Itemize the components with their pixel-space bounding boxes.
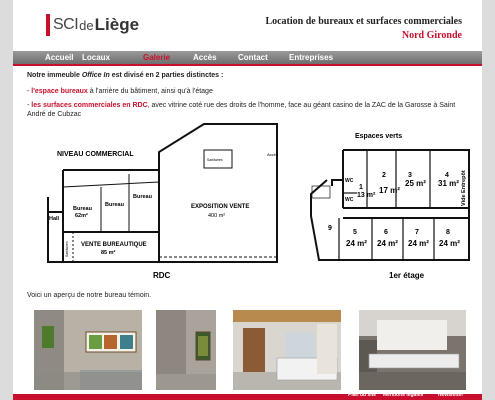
rdc-sanitaires-1: Sanitaires	[207, 158, 223, 162]
intro-text: Notre immeuble Office In est divisé en 2 parties distinctes :	[27, 72, 224, 79]
photo-2[interactable]	[156, 310, 216, 390]
logo-de: de	[79, 17, 94, 33]
header	[13, 0, 482, 48]
room-2-area: 17 m²	[379, 186, 400, 195]
etage-wc-1: WC	[345, 178, 354, 184]
rdc-expo-area: 400 m²	[208, 213, 226, 219]
etage-label: 1er étage	[389, 271, 425, 280]
tagline: Location de bureaux et surfaces commerciales	[265, 16, 462, 27]
rdc-bureau-a: Bureau	[73, 206, 92, 212]
rdc-expo: EXPOSITION VENTE	[191, 204, 250, 210]
rdc-hall: Hall	[49, 216, 60, 222]
nav-entreprises[interactable]: Entreprises	[289, 53, 334, 62]
logo[interactable]	[46, 14, 139, 36]
rdc-acces: Accès	[267, 152, 278, 157]
room-6-num: 6	[384, 229, 388, 236]
nav-acces[interactable]: Accès	[193, 53, 217, 62]
logo-mark	[46, 14, 50, 36]
nav-accueil[interactable]: Accueil	[45, 53, 74, 62]
etage-espaces-verts: Espaces verts	[355, 133, 403, 140]
room-4-area: 31 m²	[438, 179, 459, 188]
photo-1[interactable]	[34, 310, 142, 390]
room-8-area: 24 m²	[439, 239, 460, 248]
rdc-sanitaires-2: Sanitaires	[65, 241, 69, 257]
rdc-title: NIVEAU COMMERCIAL	[57, 151, 134, 158]
plan-rdc	[29, 122, 281, 282]
list-item-bureaux: - l'espace bureaux à l'arrière du bâtiment, ainsi qu'à l'étage	[27, 88, 213, 95]
room-7-area: 24 m²	[408, 239, 429, 248]
room-7-num: 7	[415, 229, 419, 236]
footer	[13, 394, 482, 400]
apercu-text: Voici un aperçu de notre bureau témoin.	[27, 292, 152, 299]
footer-newsletter[interactable]: Newsletter	[438, 392, 464, 398]
photo-1-image	[34, 310, 142, 390]
photo-3[interactable]	[233, 310, 341, 390]
room-1-area: 13 m²	[357, 192, 376, 199]
room-8-num: 8	[446, 229, 450, 236]
rdc-bureau-b: Bureau	[105, 202, 124, 208]
region: Nord Gironde	[401, 30, 462, 41]
room-1-num: 1	[359, 184, 363, 191]
room-5-area: 24 m²	[346, 239, 367, 248]
room-2-num: 2	[382, 172, 386, 179]
room-3-area: 25 m²	[405, 179, 426, 188]
nav-galerie[interactable]: Galerie	[143, 53, 171, 62]
building-name: Office In	[81, 72, 110, 79]
footer-mentions-legales[interactable]: Mentions légales	[383, 392, 424, 398]
room-6-area: 24 m²	[377, 239, 398, 248]
rdc-label: RDC	[153, 271, 171, 280]
room-4-num: 4	[445, 172, 449, 179]
nav-locaux[interactable]: Locaux	[82, 53, 111, 62]
etage-vide: Vide Entrepôt	[461, 170, 467, 206]
rdc-bureau-a-area: 62m²	[75, 213, 88, 219]
list-item-commerce: - les surfaces commerciales en RDC, avec vitrine coté rue des droits de l'homme, face au géant casino de la ZAC de la Garosse à Saint André de Cubzac	[27, 102, 456, 118]
photo-4-image	[359, 310, 466, 390]
etage-wc-2: WC	[345, 197, 354, 203]
page	[13, 0, 482, 400]
photo-4[interactable]	[359, 310, 466, 390]
rdc-bureau-c: Bureau	[133, 194, 152, 200]
logo-sci: SCI	[53, 16, 79, 33]
nav-contact[interactable]: Contact	[238, 53, 268, 62]
main-nav	[13, 51, 482, 66]
room-9-num: 9	[328, 225, 332, 232]
footer-plan-du-site[interactable]: Plan du site	[348, 392, 377, 398]
room-3-num: 3	[408, 172, 412, 179]
plan-etage	[299, 128, 479, 280]
rdc-vente: VENTE BUREAUTIQUE	[81, 242, 147, 248]
rdc-vente-area: 85 m²	[101, 250, 116, 256]
logo-liege: Liège	[94, 15, 140, 34]
photo-2-image	[156, 310, 216, 390]
photo-3-image	[233, 310, 341, 390]
room-5-num: 5	[353, 229, 357, 236]
